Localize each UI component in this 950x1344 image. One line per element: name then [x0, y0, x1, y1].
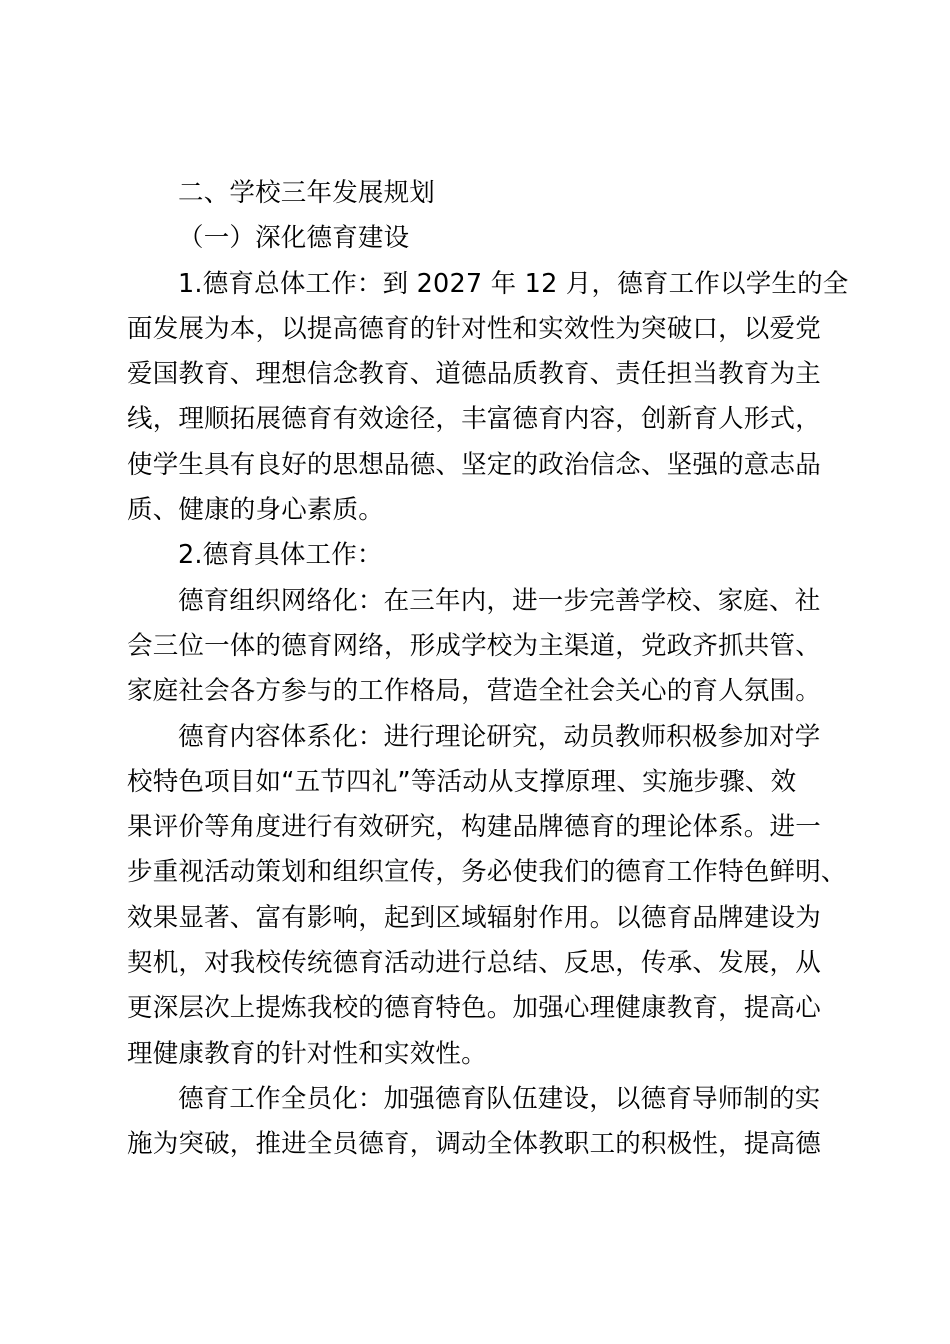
paragraph-line: 家庭社会各方参与的工作格局，营造全社会关心的育人氛围。 — [127, 676, 821, 707]
paragraph-line: 爱国教育、理想信念教育、道德品质教育、责任担当教育为主 — [127, 359, 821, 390]
paragraph-line: 契机，对我校传统德育活动进行总结、反思，传承、发展，从 — [127, 948, 821, 979]
paragraph-line: 1.德育总体工作：到 2027 年 12 月，德育工作以学生的全 — [178, 268, 849, 299]
document-body — [127, 171, 847, 1168]
paragraph-line: 理健康教育的针对性和实效性。 — [127, 1038, 487, 1069]
paragraph-line: 果评价等角度进行有效研究，构建品牌德育的理论体系。进一 — [127, 812, 821, 843]
paragraph-line: 步重视活动策划和组织宣传，务必使我们的德育工作特色鲜明、 — [127, 857, 847, 888]
paragraph-line: 校特色项目如“五节四礼”等活动从支撑原理、实施步骤、效 — [127, 766, 797, 797]
paragraph-line: 施为突破，推进全员德育，调动全体教职工的积极性，提高德 — [127, 1129, 821, 1160]
paragraph-line: 德育组织网络化：在三年内，进一步完善学校、家庭、社 — [178, 585, 821, 616]
section-heading: 二、学校三年发展规划 — [178, 178, 436, 208]
paragraph-line: 使学生具有良好的思想品德、坚定的政治信念、坚强的意志品 — [127, 449, 821, 480]
paragraph-line: 德育工作全员化：加强德育队伍建设，以德育导师制的实 — [178, 1083, 821, 1114]
paragraph-line: 质、健康的身心素质。 — [127, 495, 385, 526]
paragraph-line: 德育内容体系化：进行理论研究，动员教师积极参加对学 — [178, 721, 821, 752]
subsection-heading: （一）深化德育建设 — [178, 223, 410, 254]
paragraph-line: 更深层次上提炼我校的德育特色。加强心理健康教育，提高心 — [127, 993, 821, 1024]
paragraph-line: 线，理顺拓展德育有效途径，丰富德育内容，创新育人形式， — [127, 404, 821, 435]
item-heading: 2.德育具体工作： — [178, 540, 383, 571]
paragraph-line: 效果显著、富有影响，起到区域辐射作用。以德育品牌建设为 — [127, 902, 821, 933]
paragraph-line: 面发展为本，以提高德育的针对性和实效性为突破口，以爱党 — [127, 313, 821, 344]
paragraph-line: 会三位一体的德育网络，形成学校为主渠道，党政齐抓共管、 — [127, 630, 821, 661]
